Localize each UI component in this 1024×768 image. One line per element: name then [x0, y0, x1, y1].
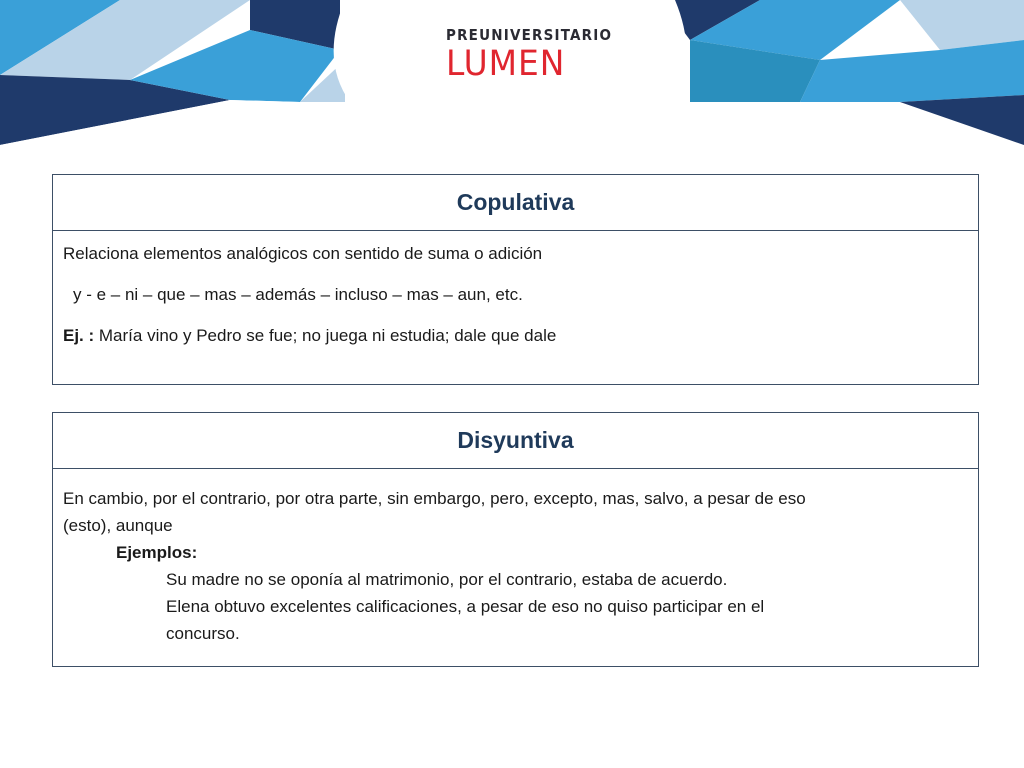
disyuntiva-examples-label: Ejemplos:	[116, 543, 198, 562]
logo-main-text: LUMEN	[446, 44, 566, 84]
copulativa-example-text: María vino y Pedro se fue; no juega ni estudia; dale que dale	[94, 326, 557, 345]
disyuntiva-header	[53, 413, 978, 469]
copulativa-body	[53, 231, 978, 346]
disyuntiva-example-1: Su madre no se oponía al matrimonio, por el contrario, estaba de acuerdo.	[166, 570, 728, 589]
logo	[446, 26, 613, 84]
disyuntiva-example-2-line1: Elena obtuvo excelentes calificaciones, a pesar de eso no quiso participar en el	[166, 597, 765, 616]
copulativa-example	[63, 325, 968, 346]
copulativa-card	[52, 174, 979, 385]
copulativa-description: Relaciona elementos analógicos con sentido de suma o adición	[63, 244, 543, 263]
copulativa-list: y - e – ni – que – mas – además – incluso – mas – aun, etc.	[73, 285, 523, 304]
disyuntiva-card	[52, 412, 979, 667]
copulativa-header	[53, 175, 978, 231]
disyuntiva-description-line2: (esto), aunque	[63, 516, 173, 535]
disyuntiva-title: Disyuntiva	[457, 427, 574, 453]
copulativa-title: Copulativa	[456, 189, 575, 215]
disyuntiva-example-2-line2: concurso.	[166, 624, 240, 643]
disyuntiva-description-line1: En cambio, por el contrario, por otra parte, sin embargo, pero, excepto, mas, salvo, a pesar de eso	[63, 489, 806, 508]
disyuntiva-body	[53, 469, 978, 647]
logo-top-text: PREUNIVERSITARIO	[446, 26, 613, 44]
copulativa-example-label: Ej. :	[63, 326, 95, 345]
header-banner	[0, 0, 1024, 150]
